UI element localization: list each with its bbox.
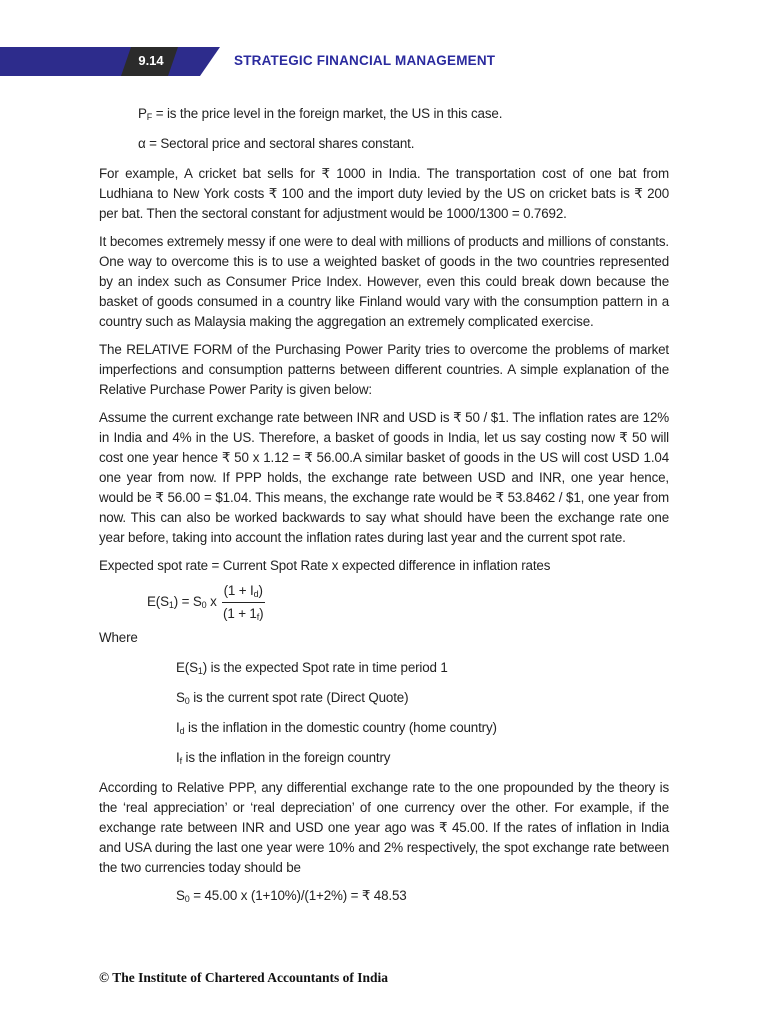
where-label: Where: [99, 630, 138, 645]
header-band: [0, 47, 220, 76]
formula: [147, 578, 669, 626]
formula-denominator: $(1 + 1_f)$: [223, 605, 264, 622]
formula-numerator: $(1 + I_d)$: [222, 582, 265, 603]
footer-copyright: © The Institute of Chartered Accountants of India: [99, 970, 388, 985]
paragraph-assume: Assume the current exchange rate between INR and USD is ₹ 50 / $1. The inflation rates are 12% in India and 4% in the US. Therefore, a basket of goods in India, let us say costing now ₹ 50 will cost one year hence ₹ 50 x 1.12 = ₹ 56.00.A similar basket of goods in the US will cost USD 1.04 one year from now. If PPP holds, the exchange rate between USD and INR, one year hence, would be ₹ 56.00 = $1.04. This means, the exchange rate would be ₹ 53.8462 / $1, one year from now. This can also be worked backwards to say what should have been the exchange rate one year before, taking into account the inflation rates during last year and the current spot rate.: [99, 410, 669, 545]
page-body: [99, 104, 669, 914]
definition-item: $I_d$ is the inflation in the domestic country (home country): [176, 720, 497, 736]
page-number: 9.14: [138, 53, 164, 68]
paragraph-according: According to Relative PPP, any differential exchange rate to the one propounded by the theory is the ‘real appreciation’ or ‘real depreciation’ of one currency over the other. For example, if the exchange rate between INR and USD one year ago was ₹ 45.00. If the rates of inflation in India and USA during the last one year were 10% and 2% respectively, the spot exchange rate between the two currencies today should be: [99, 780, 669, 875]
definition-item: $I_f$ is the inflation in the foreign country: [176, 750, 391, 766]
formula-fraction: [222, 582, 265, 623]
definition-item: $S_0$ is the current spot rate (Direct Quote): [176, 690, 409, 706]
final-equation: $S_0 = 45.00$ x (1+10%)/(1+2%) = ₹ 48.53: [176, 888, 407, 904]
definition-alpha: α = Sectoral price and sectoral shares constant.: [138, 136, 415, 151]
paragraph-example: For example, A cricket bat sells for ₹ 1000 in India. The transportation cost of one bat from Ludhiana to New York costs ₹ 100 and the import duty levied by the US on cricket bats is ₹ 200 per bat. Then the sectoral constant for adjustment would be 1000/1300 = 0.7692.: [99, 166, 669, 221]
running-title: STRATEGIC FINANCIAL MANAGEMENT: [234, 53, 496, 68]
definition-pf: $P_F$ = is the price level in the foreign market, the US in this case.: [138, 106, 503, 122]
definition-item: $E(S_1)$ is the expected Spot rate in time period 1: [176, 660, 448, 676]
expected-spot-rate-line: Expected spot rate = Current Spot Rate x expected difference in inflation rates: [99, 558, 551, 573]
formula-lhs: $E(S_1) = S_0$ x: [147, 594, 217, 610]
paragraph-relative-form: The RELATIVE FORM of the Purchasing Power Parity tries to overcome the problems of market imperfections and consumption patterns between different countries. A simple explanation of the Relative Purchase Power Parity is given below:: [99, 342, 669, 397]
paragraph-messy: It becomes extremely messy if one were to deal with millions of products and millions of constants. One way to overcome this is to use a weighted basket of goods in the two countries represented by an index such as Consumer Price Index. However, even this could break down because the basket of goods consumed in a country like Finland would vary with the consumption pattern in a country such as Malaysia making the aggregation an extremely complicated exercise.: [99, 234, 669, 329]
